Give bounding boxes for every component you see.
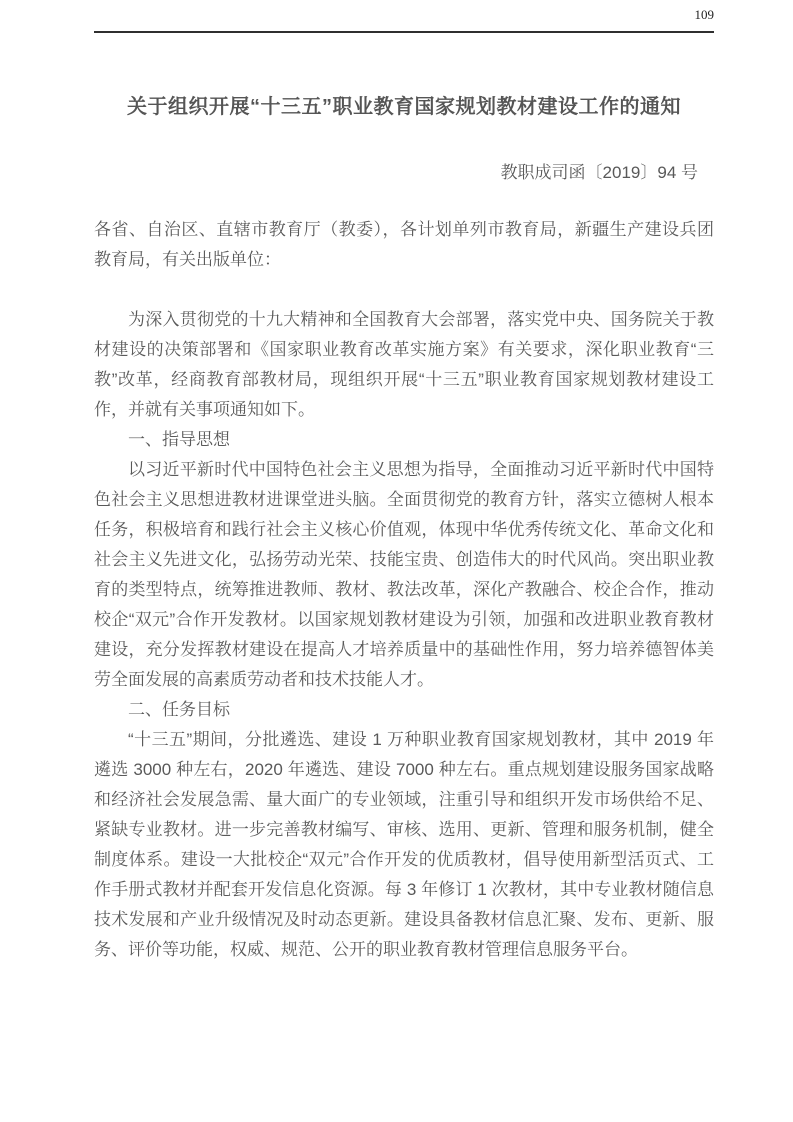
section-heading: 一、指导思想 [128, 430, 230, 449]
section-heading: 二、任务目标 [128, 700, 230, 719]
page-number: 109 [694, 7, 714, 22]
paragraph: “十三五”期间，分批遴选、建设 1 万种职业教育国家规划教材，其中 2019 年遴选 3000 种左右，2020 年遴选、建设 7000 种左右。重点规划建设服务国家战略和经济社会发展急需、量大面广的专业领域，注重引导和组织开发市场供给不足、紧缺专业教材。进一步完善教材编写、审核、选用、更新、管理和服务机制，健全制度体系。建设一大批校企“双元”合作开发的优质教材，倡导使用新型活页式、工作手册式教材并配套开发信息化资源。每 3 年修订 1 次教材，其中专业教材随信息技术发展和产业升级情况及时动态更新。建设具备教材信息汇聚、发布、更新、服务、评价等功能，权威、规范、公开的职业教育教材管理信息服务平台。 [94, 730, 714, 959]
paragraph: 以习近平新时代中国特色社会主义思想为指导，全面推动习近平新时代中国特色社会主义思想进教材进课堂进头脑。全面贯彻党的教育方针，落实立德树人根本任务，积极培育和践行社会主义核心价值观，体现中华优秀传统文化、革命文化和社会主义先进文化，弘扬劳动光荣、技能宝贵、创造伟大的时代风尚。突出职业教育的类型特点，统筹推进教师、教材、教法改革，深化产教融合、校企合作，推动校企“双元”合作开发教材。以国家规划教材建设为引领，加强和改进职业教育教材建设，充分发挥教材建设在提高人才培养质量中的基础性作用，努力培养德智体美劳全面发展的高素质劳动者和技术技能人才。 [94, 460, 714, 689]
document-content [94, 93, 714, 965]
document-title: 关于组织开展“十三五”职业教育国家规划教材建设工作的通知 [127, 96, 681, 118]
document-number: 教职成司函〔2019〕94 号 [500, 163, 698, 182]
paragraph: 各省、自治区、直辖市教育厅（教委），各计划单列市教育局，新疆生产建设兵团教育局，有关出版单位： [94, 220, 714, 269]
header-rule [94, 31, 714, 33]
page-header [94, 0, 714, 33]
paragraph: 为深入贯彻党的十九大精神和全国教育大会部署，落实党中央、国务院关于教材建设的决策部署和《国家职业教育改革实施方案》有关要求，深化职业教育“三教”改革，经商教育部教材局，现组织开展“十三五”职业教育国家规划教材建设工作，并就有关事项通知如下。 [94, 310, 714, 419]
document-paragraphs [94, 215, 714, 965]
